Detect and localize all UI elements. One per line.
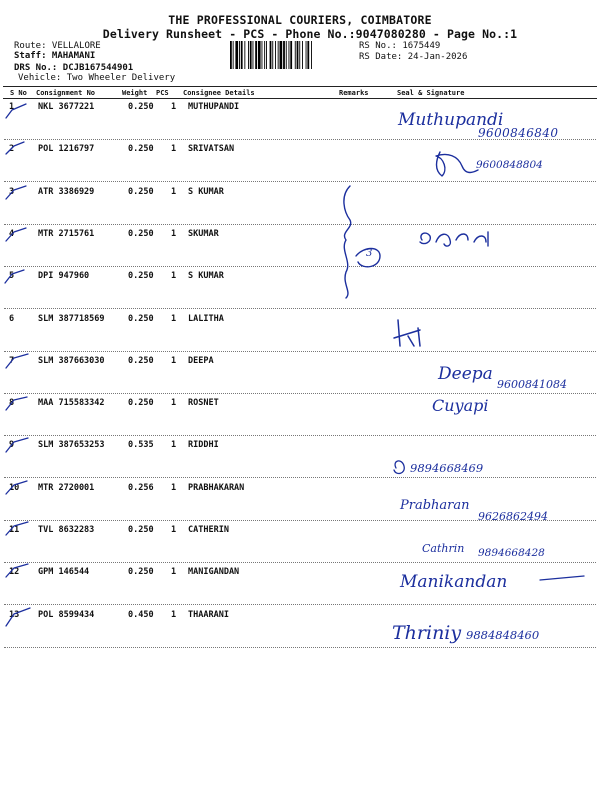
- row-consignee-name: SRIVATSAN: [188, 144, 235, 154]
- row-consignee-name: S KUMAR: [188, 187, 224, 197]
- row-weight: 0.450: [128, 610, 154, 620]
- row-consignment-no: SLM 387663030: [38, 356, 105, 366]
- row-consignee-name: MANIGANDAN: [188, 567, 240, 577]
- row-pcs: 1: [171, 187, 177, 197]
- row-separator: [4, 604, 596, 605]
- row-pcs: 1: [171, 483, 177, 493]
- row-weight: 0.250: [128, 144, 154, 154]
- barcode-bar: [266, 41, 267, 69]
- row-separator: [4, 435, 596, 436]
- row-sno: 6: [9, 314, 15, 324]
- sig-10-phone: 9626862494: [478, 510, 548, 523]
- row-weight: 0.250: [128, 271, 154, 281]
- row-pcs: 1: [171, 229, 177, 239]
- sig-7-name: Deepa: [438, 364, 493, 384]
- table-row: [0, 356, 600, 398]
- table-row: [0, 525, 600, 567]
- barcode-bar: [289, 41, 290, 69]
- row-pcs: 1: [171, 440, 177, 450]
- row-pcs: 1: [171, 525, 177, 535]
- row-consignment-no: MTR 2720001: [38, 483, 95, 493]
- row-weight: 0.256: [128, 483, 154, 493]
- row-consignee-name: S KUMAR: [188, 271, 224, 281]
- sig-12-name: Manikandan: [400, 572, 508, 592]
- barcode-bar: [258, 41, 261, 69]
- barcode-bar: [275, 41, 276, 69]
- row-weight: 0.250: [128, 356, 154, 366]
- row-pcs: 1: [171, 314, 177, 324]
- col-signature: Seal & Signature: [397, 89, 465, 97]
- sig-1-phone: 9600846840: [478, 126, 559, 140]
- table-row: [0, 187, 600, 229]
- barcode-bar: [235, 41, 238, 69]
- rs-date: RS Date: 24-Jan-2026: [359, 52, 468, 62]
- sig-13-phone: 9884848460: [466, 628, 540, 642]
- row-pcs: 1: [171, 356, 177, 366]
- barcode-bar: [270, 41, 272, 69]
- row-weight: 0.250: [128, 314, 154, 324]
- row-sno: 9: [9, 440, 15, 450]
- barcode-bar: [255, 41, 257, 69]
- runsheet-subtitle: Delivery Runsheet - PCS - Phone No.:9047080280 - Page No.:1: [102, 27, 518, 41]
- barcode-bar: [272, 41, 273, 69]
- row-separator: [4, 351, 596, 352]
- row-sno: 1: [9, 102, 15, 112]
- barcode-bar: [290, 41, 292, 69]
- barcode-bar: [253, 41, 254, 69]
- row-pcs: 1: [171, 144, 177, 154]
- barcode-bar: [241, 41, 243, 69]
- table-row: [0, 229, 600, 271]
- barcode-bar: [283, 41, 285, 69]
- sig-8-name: Cuyapi: [432, 396, 489, 415]
- barcode-bar: [278, 41, 279, 69]
- row-separator: [4, 393, 596, 394]
- row-sno: 4: [9, 229, 15, 239]
- sig-13-name: Thriniy: [392, 622, 462, 644]
- row-separator: [4, 224, 596, 225]
- table-row: [0, 440, 600, 482]
- table-row: [0, 314, 600, 356]
- row-pcs: 1: [171, 398, 177, 408]
- row-consignment-no: GPM 146544: [38, 567, 90, 577]
- row-separator: [4, 181, 596, 182]
- row-consignee-name: MUTHUPANDI: [188, 102, 240, 112]
- col-consignee: Consignee Details: [183, 89, 255, 97]
- row-separator: [4, 562, 596, 563]
- row-consignment-no: DPI 947960: [38, 271, 90, 281]
- company-title: THE PROFESSIONAL COURIERS, COIMBATORE: [168, 13, 432, 27]
- drs-label: DRS No.:: [14, 63, 58, 73]
- row-consignee-name: ROSNET: [188, 398, 219, 408]
- barcode-bar: [280, 41, 283, 69]
- sig-1-name: Muthupandi: [398, 110, 504, 130]
- row-weight: 0.250: [128, 229, 154, 239]
- row-sno: 13: [9, 610, 20, 620]
- header-rule-bottom: [3, 98, 597, 99]
- row-consignee-name: RIDDHI: [188, 440, 219, 450]
- barcode-bar: [233, 41, 234, 69]
- barcode-bar: [286, 41, 287, 69]
- row-pcs: 1: [171, 567, 177, 577]
- row-sno: 3: [9, 187, 15, 197]
- table-row: [0, 567, 600, 609]
- barcode-bar: [306, 41, 307, 69]
- row-separator: [4, 266, 596, 267]
- row-consignment-no: ATR 3386929: [38, 187, 95, 197]
- row-consignee-name: PRABHAKARAN: [188, 483, 245, 493]
- row-consignment-no: MTR 2715761: [38, 229, 95, 239]
- row-pcs: 1: [171, 610, 177, 620]
- sig-10-name: Prabharan: [400, 498, 470, 513]
- row-sno: 2: [9, 144, 15, 154]
- barcode-bar: [302, 41, 303, 69]
- sig-7-phone: 9600841084: [497, 378, 567, 391]
- row-consignment-no: POL 1216797: [38, 144, 95, 154]
- row-consignee-name: DEEPA: [188, 356, 214, 366]
- sig-9-phone: 9894668469: [410, 461, 484, 475]
- row-weight: 0.250: [128, 187, 154, 197]
- row-weight: 0.250: [128, 398, 154, 408]
- row-consignee-name: THAARANI: [188, 610, 229, 620]
- row-sno: 10: [9, 483, 20, 493]
- staff-info: Staff: MAHAMANI: [14, 51, 96, 61]
- drs-value: DCJB167544901: [62, 63, 134, 73]
- row-consignment-no: TVL 8632283: [38, 525, 95, 535]
- barcode-bar: [262, 41, 263, 69]
- barcode-bar: [264, 41, 265, 69]
- row-weight: 0.250: [128, 567, 154, 577]
- row-consignment-no: SLM 387653253: [38, 440, 105, 450]
- sig-11-name: Cathrin: [422, 542, 465, 555]
- sig-2-phone: 9600848804: [476, 159, 543, 171]
- barcode-bar: [311, 41, 312, 69]
- row-sno: 5: [9, 271, 15, 281]
- row-weight: 0.250: [128, 102, 154, 112]
- row-separator: [4, 477, 596, 478]
- col-pcs: PCS: [156, 89, 169, 97]
- barcode-bar: [307, 41, 309, 69]
- barcode-bar: [297, 41, 299, 69]
- row-pcs: 1: [171, 102, 177, 112]
- col-remarks: Remarks: [339, 89, 369, 97]
- row-consignment-no: SLM 387718569: [38, 314, 105, 324]
- rs-number: RS No.: 1675449: [359, 41, 441, 51]
- vehicle-info: Vehicle: Two Wheeler Delivery: [18, 73, 176, 83]
- barcode-bar: [230, 41, 232, 69]
- table-row: [0, 271, 600, 313]
- barcode-bar: [248, 41, 249, 69]
- row-pcs: 1: [171, 271, 177, 281]
- barcode-bar: [295, 41, 296, 69]
- row-sno: 12: [9, 567, 20, 577]
- row-consignee-name: CATHERIN: [188, 525, 229, 535]
- barcode-bar: [299, 41, 300, 69]
- barcode-bar: [244, 41, 245, 69]
- barcode-bar: [239, 41, 240, 69]
- row-sno: 7: [9, 356, 15, 366]
- row-separator: [4, 308, 596, 309]
- row-consignee-name: SKUMAR: [188, 229, 219, 239]
- remarks-note: 3: [366, 248, 373, 259]
- row-weight: 0.250: [128, 525, 154, 535]
- row-consignment-no: NKL 3677221: [38, 102, 95, 112]
- row-consignee-name: LALITHA: [188, 314, 224, 324]
- table-row: [0, 398, 600, 440]
- row-sno: 8: [9, 398, 15, 408]
- sig-11-phone: 9894668428: [478, 547, 545, 559]
- col-consignment: Consignment No: [36, 89, 96, 97]
- col-weight: Weight: [122, 89, 148, 97]
- barcode-bar: [250, 41, 252, 69]
- row-consignment-no: MAA 715583342: [38, 398, 105, 408]
- row-sno: 11: [9, 525, 20, 535]
- barcode-image: [229, 41, 355, 69]
- route-info: Route: VELLALORE: [14, 41, 101, 51]
- drs-info: [14, 63, 133, 73]
- row-consignment-no: POL 8599434: [38, 610, 95, 620]
- header-rule-top: [3, 86, 597, 87]
- col-sno: S No: [10, 89, 27, 97]
- row-weight: 0.535: [128, 440, 154, 450]
- row-separator: [4, 647, 596, 648]
